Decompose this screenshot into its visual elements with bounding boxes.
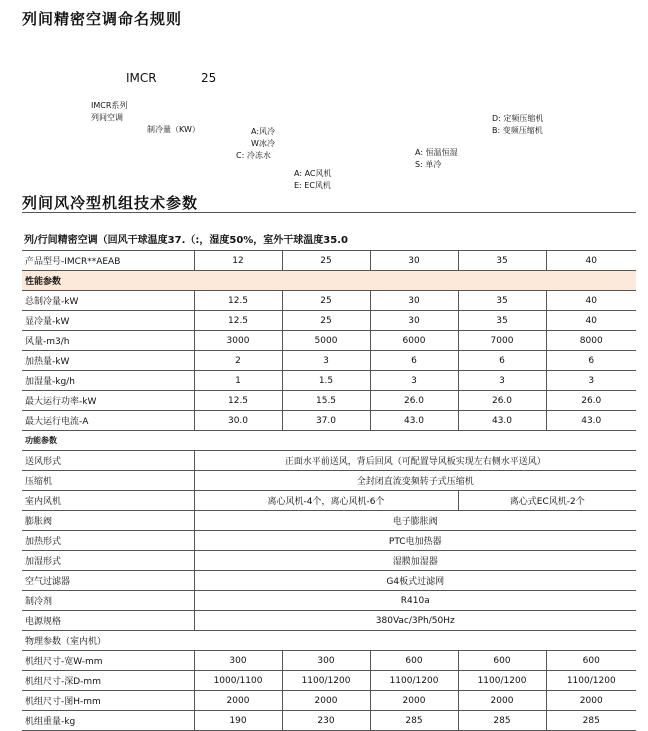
param-value: 湿膜加湿器	[194, 551, 636, 571]
param-value: 285	[458, 711, 546, 731]
param-name: 加热形式	[22, 531, 194, 551]
param-value: 3	[370, 371, 458, 391]
func-section-row	[22, 431, 636, 451]
func-row	[22, 491, 636, 511]
param-value: 37.0	[282, 411, 370, 431]
perf-row	[22, 411, 636, 431]
capacity-label: 制冷量（KW）	[147, 125, 200, 134]
param-value: 6	[370, 351, 458, 371]
perf-row	[22, 391, 636, 411]
param-value: 43.0	[370, 411, 458, 431]
naming-title: 列间精密空调命名规则	[22, 10, 183, 28]
param-name: 机组尺寸-宽W-mm	[22, 651, 194, 671]
param-value: 600	[370, 651, 458, 671]
param-value: 1100/1200	[370, 671, 458, 691]
param-value: 26.0	[370, 391, 458, 411]
param-name: 压缩机	[22, 471, 194, 491]
param-value: 600	[458, 651, 546, 671]
phys-row	[22, 711, 636, 731]
param-value: 190	[194, 711, 282, 731]
param-value: 600	[546, 651, 636, 671]
param-value: 正面水平前送风，背后回风（可配置导风板实现左右侧水平送风）	[194, 451, 636, 471]
param-value: 12.5	[194, 311, 282, 331]
param-name: 显冷量-kW	[22, 311, 194, 331]
param-name: 机组尺寸-深D-mm	[22, 671, 194, 691]
param-value: 25	[282, 311, 370, 331]
phys-section-title: 物理参数（室内机）	[22, 631, 636, 651]
param-value: 全封闭直流变频转子式压缩机	[194, 471, 636, 491]
param-value: 7000	[458, 331, 546, 351]
table-header-row	[22, 251, 636, 271]
phys-row	[22, 671, 636, 691]
param-name: 最大运行功率-kW	[22, 391, 194, 411]
func-row	[22, 611, 636, 631]
param-name: 送风形式	[22, 451, 194, 471]
param-value: 43.0	[546, 411, 636, 431]
param-value: 26.0	[458, 391, 546, 411]
model-cell: 40	[546, 251, 636, 271]
fan-ac: A: AC风机	[294, 169, 332, 178]
code-capacity: 25	[201, 71, 217, 85]
model-label-cell: 产品型号-IMCR**AEAB	[22, 251, 194, 271]
param-value: 1100/1200	[458, 671, 546, 691]
param-name: 加热量-kW	[22, 351, 194, 371]
param-value: 3	[282, 351, 370, 371]
fan-ec: E: EC风机	[294, 181, 331, 190]
series-desc: 列间空调	[91, 113, 123, 122]
perf-section-row	[22, 271, 636, 291]
cooling-chilled: C: 冷冻水	[236, 151, 271, 160]
param-name: 加湿形式	[22, 551, 194, 571]
param-value: R410a	[194, 591, 636, 611]
param-value: 300	[282, 651, 370, 671]
param-value: 26.0	[546, 391, 636, 411]
param-name: 膨胀阀	[22, 511, 194, 531]
param-value: 2000	[546, 691, 636, 711]
func-row	[22, 591, 636, 611]
perf-row	[22, 371, 636, 391]
cooling-water: W冰冷	[251, 139, 275, 148]
perf-row	[22, 291, 636, 311]
func-row	[22, 531, 636, 551]
param-value: 35	[458, 291, 546, 311]
param-value: 285	[370, 711, 458, 731]
cooling-air: A:风冷	[251, 127, 276, 136]
param-value: 2	[194, 351, 282, 371]
param-value: 5000	[282, 331, 370, 351]
func-row	[22, 451, 636, 471]
param-value: 2000	[282, 691, 370, 711]
spec-table	[22, 250, 636, 731]
param-name: 室内风机	[22, 491, 194, 511]
humid-cool-only: S: 单冷	[415, 160, 442, 169]
param-value: 285	[546, 711, 636, 731]
phys-section-row	[22, 631, 636, 651]
param-value: 43.0	[458, 411, 546, 431]
param-value: 2000	[458, 691, 546, 711]
param-name: 总制冷量-kW	[22, 291, 194, 311]
param-name: 空气过滤器	[22, 571, 194, 591]
perf-row	[22, 311, 636, 331]
param-value: 30	[370, 311, 458, 331]
perf-section-title: 性能参数	[22, 271, 636, 291]
param-value: 1100/1200	[546, 671, 636, 691]
func-row	[22, 511, 636, 531]
param-value: 40	[546, 291, 636, 311]
param-value: 2000	[370, 691, 458, 711]
series-label: IMCR系列	[91, 101, 128, 110]
param-value: 3	[546, 371, 636, 391]
param-value: 40	[546, 311, 636, 331]
specs-title: 列间风冷型机组技术参数	[22, 194, 199, 212]
param-value: 15.5	[282, 391, 370, 411]
param-value: 2000	[194, 691, 282, 711]
param-name: 最大运行电流-A	[22, 411, 194, 431]
param-name: 制冷剂	[22, 591, 194, 611]
param-value: 1100/1200	[282, 671, 370, 691]
param-value: 8000	[546, 331, 636, 351]
param-value: 30.0	[194, 411, 282, 431]
compressor-inverter: B: 变频压缩机	[492, 126, 543, 135]
humid-constant: A: 恒温恒湿	[415, 148, 458, 157]
phys-row	[22, 651, 636, 671]
func-row	[22, 471, 636, 491]
title-rule	[22, 212, 636, 213]
model-cell: 30	[370, 251, 458, 271]
test-conditions: 列/行间精密空调（回风干球温度37.（:，湿度50%，室外干球温度35.0	[24, 235, 348, 246]
param-value: 6	[546, 351, 636, 371]
param-name: 风量-m3/h	[22, 331, 194, 351]
param-value: 3	[458, 371, 546, 391]
func-section-title: 功能参数	[22, 431, 636, 451]
code-prefix: IMCR	[126, 71, 157, 85]
param-value: 12.5	[194, 291, 282, 311]
param-value: 离心风机-4个，离心风机-6个	[194, 491, 458, 511]
param-value: 3000	[194, 331, 282, 351]
model-cell: 25	[282, 251, 370, 271]
perf-row	[22, 351, 636, 371]
param-value: 12.5	[194, 391, 282, 411]
perf-row	[22, 331, 636, 351]
compressor-fixed: D: 定频压缩机	[492, 114, 544, 123]
param-value: PTC电加热器	[194, 531, 636, 551]
param-value: 300	[194, 651, 282, 671]
param-value: 1000/1100	[194, 671, 282, 691]
param-value: 6000	[370, 331, 458, 351]
param-name: 机组重量-kg	[22, 711, 194, 731]
param-value: 380Vac/3Ph/50Hz	[194, 611, 636, 631]
param-value: 6	[458, 351, 546, 371]
param-name: 电源规格	[22, 611, 194, 631]
model-cell: 12	[194, 251, 282, 271]
param-value: 25	[282, 291, 370, 311]
param-name: 加湿量-kg/h	[22, 371, 194, 391]
phys-row	[22, 691, 636, 711]
model-cell: 35	[458, 251, 546, 271]
param-value: 1	[194, 371, 282, 391]
param-value: 230	[282, 711, 370, 731]
param-value: 1.5	[282, 371, 370, 391]
param-name: 机组尺寸-图H-mm	[22, 691, 194, 711]
param-value: 离心式EC风机-2个	[458, 491, 636, 511]
param-value: 35	[458, 311, 546, 331]
param-value: G4板式过滤网	[194, 571, 636, 591]
func-row	[22, 551, 636, 571]
func-row	[22, 571, 636, 591]
param-value: 电子膨胀阀	[194, 511, 636, 531]
param-value: 30	[370, 291, 458, 311]
